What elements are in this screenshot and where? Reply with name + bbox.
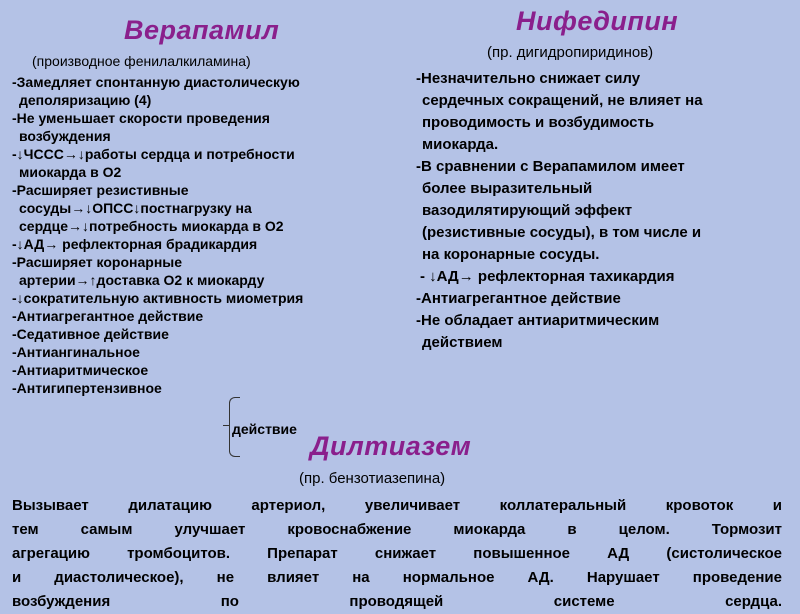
list-item-line: действием: [422, 334, 503, 351]
list-item: [12, 361, 303, 379]
list-item-line: -↓АД→ рефлекторная брадикардия: [12, 236, 258, 252]
list-item-line: - ↓АД→ рефлекторная тахикардия: [420, 268, 675, 285]
list-item-line: миокарда в О2: [19, 164, 122, 180]
list-item-line: на коронарные сосуды.: [422, 246, 600, 263]
list-item-line: -Антиаритмическое: [12, 362, 149, 378]
list-item-line: -Расширяет резистивные: [12, 182, 189, 198]
list-item-line: -Седативное действие: [12, 326, 169, 342]
list-item-line: -Антиангинальное: [12, 344, 140, 360]
verapamil-subtitle: (производное фенилалкиламина): [32, 53, 251, 69]
list-item-line: -Не уменьшает скорости проведения: [12, 110, 270, 126]
list-item-line: -Расширяет коронарные: [12, 254, 183, 270]
list-item-line: сосуды→↓ОПСС↓постнагрузку на: [19, 200, 252, 216]
list-item-line: -Незначительно снижает силу: [416, 70, 641, 87]
list-item: [416, 156, 703, 266]
list-item: [12, 289, 303, 307]
list-item-line: -Антигипертензивное: [12, 380, 162, 396]
list-item: [12, 343, 303, 361]
list-item-line: деполяризацию (4): [19, 92, 152, 108]
list-item: [12, 235, 303, 253]
list-item-line: вазодилятирующий эффект: [422, 202, 633, 219]
diltiazem-title: Дилтиазем: [310, 431, 472, 461]
list-item-line: -В сравнении с Верапамилом имеет: [416, 158, 685, 175]
list-item-line: -Антиагрегантное действие: [416, 290, 621, 307]
list-item-line: -Не обладает антиаритмическим: [416, 312, 660, 329]
list-item-line: более выразительный: [422, 180, 593, 197]
paragraph-line: Вызывает дилатацию артериол, увеличивает коллатеральный кровоток и: [12, 497, 782, 514]
list-item: [12, 307, 303, 325]
list-item: [12, 181, 303, 235]
list-item-line: (резистивные сосуды), в том числе и: [422, 224, 702, 241]
diltiazem-description: [12, 494, 782, 614]
list-item-line: -Антиагрегантное действие: [12, 308, 204, 324]
list-item-line: артерии→↑доставка О2 к миокарду: [19, 272, 265, 288]
list-item-line: -Замедляет спонтанную диастолическую: [12, 74, 300, 90]
diltiazem-subtitle: (пр. бензотиазепина): [299, 470, 446, 487]
verapamil-properties-list: [12, 73, 303, 397]
group-effect-word: действие: [232, 421, 297, 437]
list-item: [416, 68, 703, 156]
list-item: [12, 379, 303, 397]
list-item: [416, 266, 703, 288]
nifedipine-subtitle: (пр. дигидропиридинов): [487, 44, 654, 61]
list-item: [12, 109, 303, 145]
nifedipine-title: Нифедипин: [516, 6, 679, 36]
list-item-line: миокарда.: [422, 136, 499, 153]
paragraph-line: и диастолическое), не влияет на нормальное АД. Нарушает проведение: [12, 569, 782, 586]
list-item-line: -↓сократительную активность миометрия: [12, 290, 304, 306]
verapamil-title: Верапамил: [124, 15, 280, 45]
nifedipine-properties-list: [416, 68, 703, 354]
list-item: [416, 288, 703, 310]
list-item: [12, 325, 303, 343]
list-item: [12, 253, 303, 289]
list-item-line: возбуждения: [19, 128, 111, 144]
paragraph-line: возбуждения по проводящей системе сердца.: [12, 593, 782, 610]
list-item: [416, 310, 703, 354]
list-item-line: сердце→↓потребность миокарда в О2: [19, 218, 284, 234]
paragraph-line: агрегацию тромбоцитов. Препарат снижает повышенное АД (систолическое: [12, 545, 782, 562]
list-item-line: сердечных сокращений, не влияет на: [422, 92, 703, 109]
list-item: [12, 73, 303, 109]
list-item-line: проводимость и возбудимость: [422, 114, 655, 131]
list-item: [12, 145, 303, 181]
list-item-line: -↓ЧССС→↓работы сердца и потребности: [12, 146, 295, 162]
paragraph-line: тем самым улучшает кровоснабжение миокарда в целом. Тормозит: [12, 521, 782, 538]
